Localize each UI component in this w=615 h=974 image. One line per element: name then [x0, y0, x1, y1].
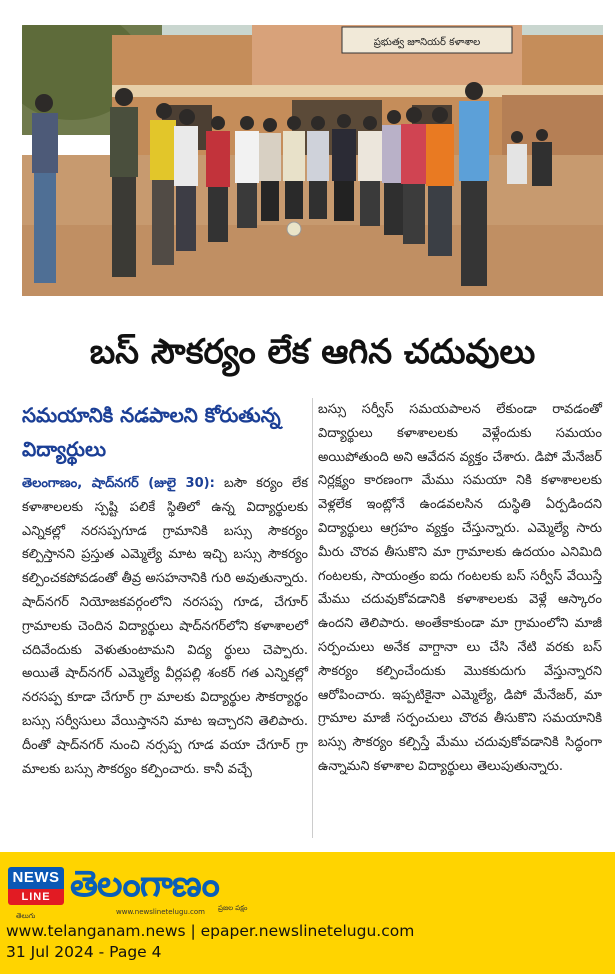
- footer-banner: [0, 852, 615, 974]
- article-left-column: [22, 472, 308, 781]
- masthead-title: తెలంగాణం: [70, 864, 219, 905]
- article-dateline: తెలంగాణం, షాద్‌నగర్ (జులై 30):: [22, 476, 215, 491]
- footer-date-page: 31 Jul 2024 - Page 4: [6, 943, 162, 961]
- article-right-column: [318, 398, 602, 779]
- article-left-body: బసౌ కర్యం లేక కళాశాలలకు స్పష్టి పలికే స్థితిలో ఉన్న విద్యార్థులకు ఎన్నికల్లో నరసప్పగూడ గ్రామానికి బస్సు సౌకర్యం కల్పిస్తానని ప్రస్తుత ఎమ్మెల్యే మాట ఇచ్చి బస్సు సౌకర్యం కల్పించకపోవడంతో తీవ్ర అసహనానికి గురి అవుతున్నారు. షాద్‌నగర్ నియోజకవర్గంలోని నరసప్ప గూడ, చేగూర్ గ్రామాలకు చెందిన విద్యార్థులు షాద్‌నగర్‌లోని కళాశాలలో చదివేందుకు వెళుతుంటామని విద్య ర్థులు చెప్పారు. అయితే షాద్‌నగర్ ఎమ్మెల్యే వీర్లపల్లి శంకర్ గత ఎన్నికల్లో నరసప్ప కూడా చేగూర్ గ్రా మాలకు విద్యార్థుల సౌకర్యార్థం బస్సు సర్వీసులు వేయిస్తానని మాట ఇచ్చారని తెలిపారు. దీంతో షాద్‌నగర్ నుంచి నర్సప్ప గూడ వయా చేగూర్ గ్రా మాలకు బస్సు సౌకర్యం కల్పించారు. కానీ వచ్చే: [22, 476, 308, 777]
- masthead-url: www.newslinetelugu.com: [116, 908, 205, 916]
- logo-subtitle: తెలుగు: [16, 912, 36, 920]
- photo-board-text: ప్రభుత్వ జూనియర్ కళాశాల: [373, 37, 481, 48]
- article-photo: [22, 25, 603, 296]
- footer-urls[interactable]: www.telanganam.news | epaper.newslinetelugu.com: [6, 922, 415, 940]
- column-divider: [312, 398, 313, 838]
- newsline-logo: [8, 867, 64, 907]
- article-right-body: బస్సు సర్వీస్ సమయపాలన లేకుండా రావడంతో విద్యార్థులు కళాశాలలకు వెళ్లేందుకు సమయం అయిపోతుంది అని ఆవేదన వ్యక్తం చేశారు. డిపో మేనేజర్ నిర్లక్ష్యం కారణంగా మేము సమయా నికి కళాశాలలకు వెళ్లలేక ఇంట్లోనే ఉండవలసిన దుస్థితి ఏర్పడిందని విద్యార్థులు ఆగ్రహం వ్యక్తం చేస్తున్నారు. ఎమ్మెల్యే సారు మీరు చొరవ తీసుకొని మా గ్రామాలకు ఉదయం ఎనిమిది గంటలకు, సాయంత్రం ఐదు గంటలకు బస్ సర్వీస్ వేయిస్తే మేము చదువుకోవడానికి కళాశాలలకు వెళ్లే ఆస్కారం ఉందని తెలిపారు. అంతేకాకుండా మా గ్రామంలోని మాజీ సర్పంచులు అనేక వాగ్దానా లు చేసి నేటి వరకు బస్ సౌకర్యం కల్పించేందుకు మొకకుదుగు వేస్తున్నారని ఆరోపించారు. ఇప్పటికైనా ఎమ్మెల్యే, డిపో మేనేజర్, మా గ్రామాల మాజీ సర్పంచులు చొరవ తీసుకొని సమయానికి బస్సు సౌకర్యం కల్పిస్తే మేము చదువుకోవడానికి సిద్ధంగా ఉన్నామని కళాశాల విద్యార్థులు తెలుపుతున్నారు.: [318, 402, 602, 774]
- logo-line-text: LINE: [8, 889, 64, 905]
- masthead-tagline: ప్రజల పక్షం: [218, 904, 248, 912]
- logo-news-text: NEWS: [8, 867, 64, 889]
- article-headline: బస్ సౌకర్యం లేక ఆగిన చదువులు: [89, 332, 536, 372]
- article-left-paragraph: [22, 472, 308, 781]
- article-subheadline: సమయానికి నడపాలని కోరుతున్న విద్యార్థులు: [22, 403, 281, 461]
